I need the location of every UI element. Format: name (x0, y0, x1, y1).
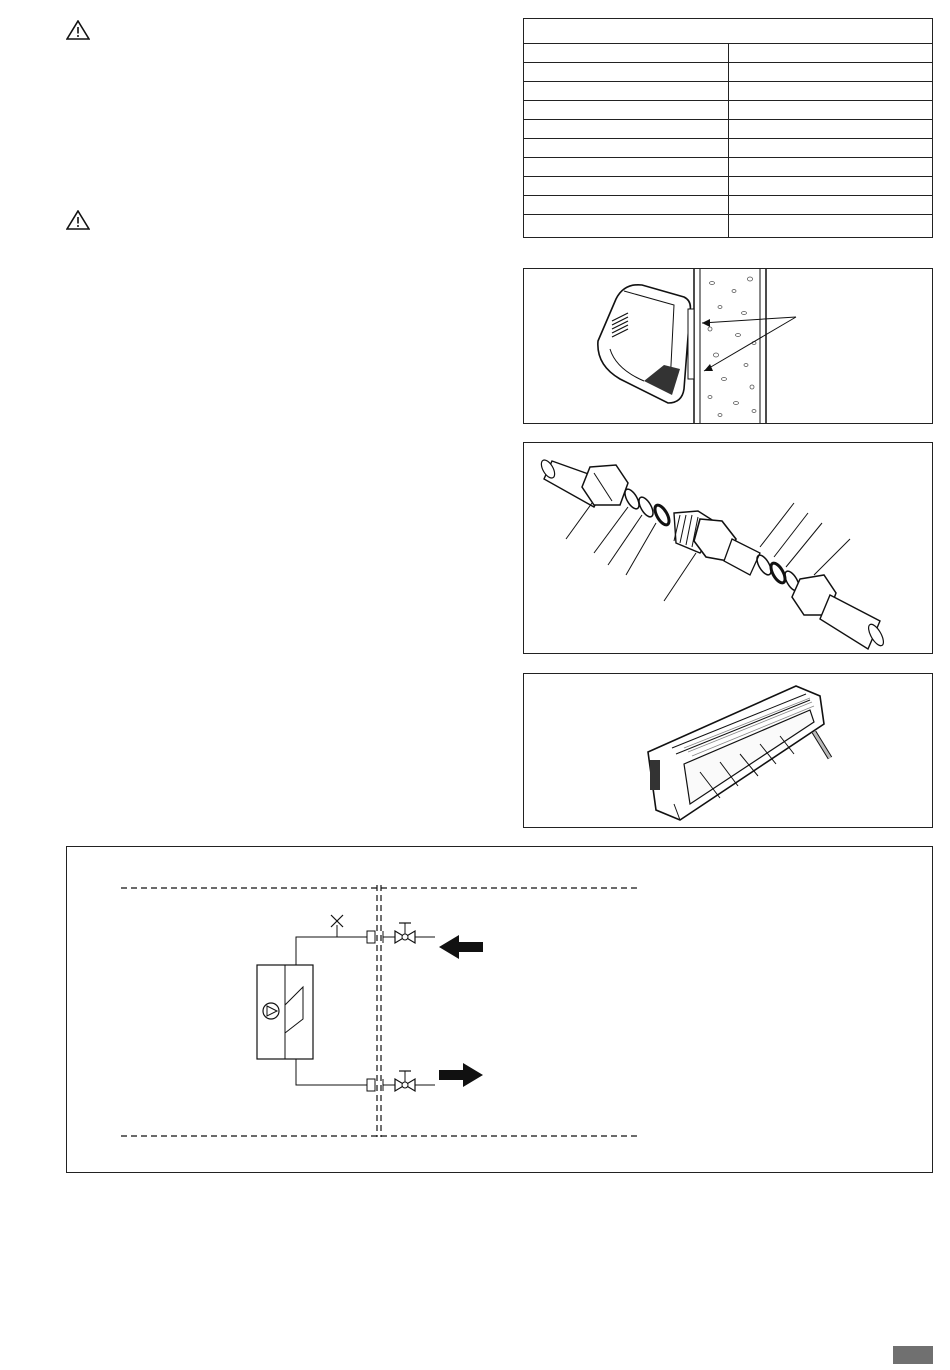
table-cell (728, 139, 933, 158)
table-cell (728, 82, 933, 101)
valve-icon (395, 1071, 415, 1091)
pipe-coupling-figure (523, 442, 933, 654)
warning-triangle-icon (66, 20, 90, 40)
unit-open-figure (523, 673, 933, 828)
table-cell (524, 63, 729, 82)
table-cell (524, 101, 729, 120)
table-header (524, 19, 933, 44)
warning-triangle-icon (66, 210, 90, 230)
pump-icon (263, 1003, 279, 1019)
table-cell (728, 177, 933, 196)
table-cell (728, 215, 933, 238)
table-row (524, 44, 933, 63)
table-row (524, 120, 933, 139)
table-cell (728, 120, 933, 139)
table-row (524, 101, 933, 120)
wall-mount-figure (523, 268, 933, 424)
table-row (524, 139, 933, 158)
table-cell (728, 196, 933, 215)
table-row (524, 158, 933, 177)
table-cell (728, 44, 933, 63)
page-tab (893, 1346, 933, 1364)
table-cell (524, 215, 729, 238)
hydraulic-schematic (66, 846, 933, 1173)
table-cell (524, 120, 729, 139)
table-row (524, 82, 933, 101)
table-row (524, 63, 933, 82)
table-cell (728, 158, 933, 177)
table-header-row (524, 19, 933, 44)
table-cell (524, 139, 729, 158)
table-cell (524, 82, 729, 101)
table-cell (524, 158, 729, 177)
table-row (524, 215, 933, 238)
table-cell (728, 63, 933, 82)
outlet-arrow-icon (439, 1063, 483, 1087)
inlet-arrow-icon (439, 935, 483, 959)
table-cell (728, 101, 933, 120)
indoor-unit-open-icon (524, 674, 932, 827)
valve-icon (395, 923, 415, 943)
schematic-drawing (67, 847, 932, 1172)
table-cell (524, 44, 729, 63)
table-row (524, 177, 933, 196)
table-cell (524, 177, 729, 196)
spec-table (523, 18, 933, 238)
pipe-fitting-exploded-icon (524, 443, 932, 653)
table-row (524, 196, 933, 215)
unit-on-wall-icon (524, 269, 932, 423)
table-cell (524, 196, 729, 215)
